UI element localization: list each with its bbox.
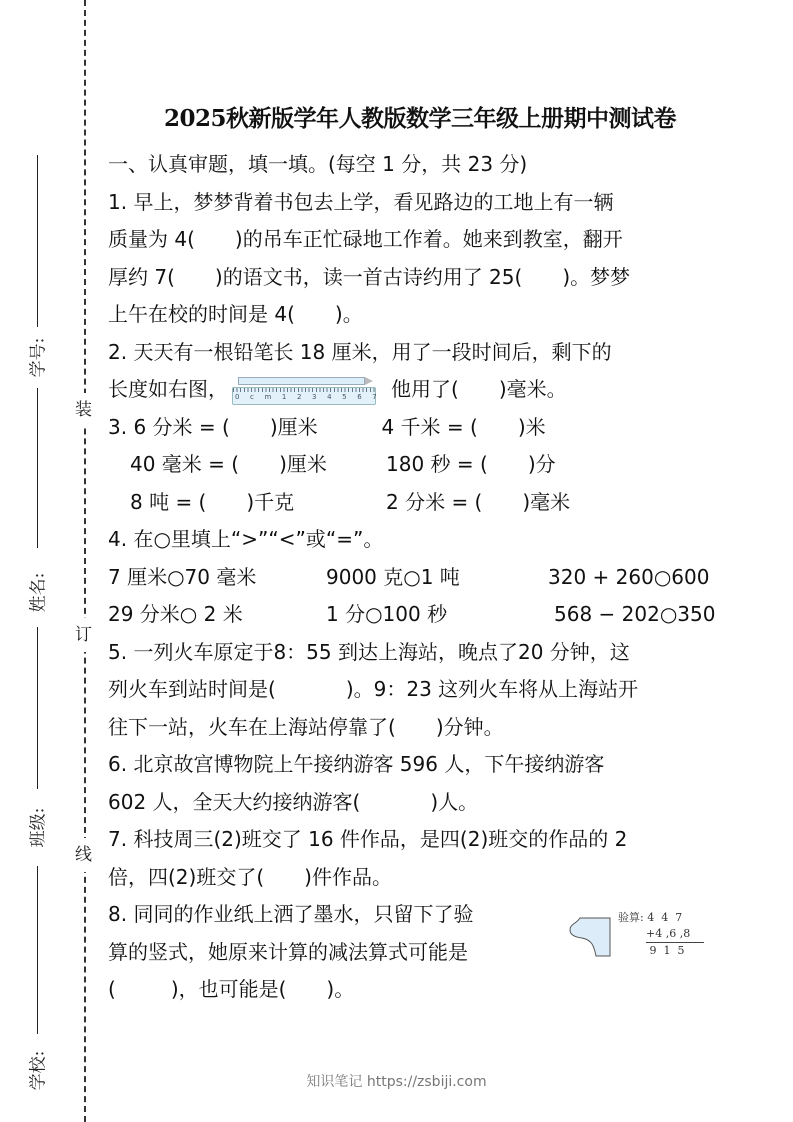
text: 4 千米 = (	[381, 414, 478, 439]
page-title: 2025秋新版学年人教版数学三年级上册期中测试卷	[163, 105, 676, 132]
text: )厘米	[279, 452, 327, 476]
calc-row-3: 9 1 5	[646, 944, 685, 957]
text: 6 分米 = (	[133, 414, 230, 439]
text: )千克	[246, 489, 295, 514]
q7-line-2	[108, 859, 733, 897]
q8-line-2: 算的竖式，她原来计算的减法算式可能是	[108, 939, 468, 964]
text: )。梦梦	[562, 264, 631, 289]
q4-heading: 4. 在○里填上“>”“<”或“=”。	[108, 527, 384, 551]
q1-line-2	[108, 221, 733, 259]
q5-line-1: 5. 一列火车原定于8：55 到达上海站，晚点了20 分钟，这	[108, 639, 630, 664]
text: 40 毫米 = (	[130, 452, 240, 476]
text: )分钟。	[435, 714, 504, 739]
pencil-icon	[238, 377, 365, 385]
text: 他用了(	[391, 377, 459, 401]
q5-line-2	[108, 671, 733, 709]
q3-row-3	[108, 484, 733, 522]
pencil-ruler-figure	[232, 377, 388, 405]
student-id-label: 学号:	[28, 337, 49, 378]
compare-item[interactable]: 320 + 260○600	[548, 564, 710, 589]
q8-line-3	[108, 971, 733, 1009]
calc-row-1: 4 4 7	[643, 911, 683, 924]
text: 长度如右图，	[108, 377, 228, 401]
text: 往下一站，火车在上海站停靠了(	[108, 714, 396, 739]
section-heading: 一、认真审题，填一填。(每空 1 分，共 23 分)	[108, 152, 528, 176]
text: )毫米。	[498, 377, 567, 401]
compare-item[interactable]: 1 分○100 秒	[326, 602, 448, 626]
text: )。	[326, 977, 355, 1001]
compare-item[interactable]: 568 − 202○350	[554, 602, 716, 626]
text: )厘米	[269, 414, 318, 439]
text: )。	[334, 302, 363, 326]
q3-row-2	[108, 446, 733, 484]
ink-blot-icon	[566, 916, 614, 958]
text: 602 人，全天大约接纳游客(	[108, 789, 361, 814]
q8-line-1: 8. 同同的作业纸上洒了墨水，只留下了验	[108, 902, 474, 926]
text: )，也可能是(	[170, 977, 287, 1001]
q1-line-3	[108, 259, 733, 297]
text: )毫米	[522, 489, 571, 514]
q3-row-1	[108, 409, 733, 447]
q7-line-1: 7. 科技周三(2)班交了 16 件作品，是四(2)班交的作品的 2	[108, 827, 628, 851]
ruler-icon	[232, 387, 388, 405]
name-line[interactable]	[37, 388, 38, 548]
vertical-calculation-figure	[566, 910, 726, 970]
text: )分	[527, 452, 556, 476]
text: 2 分米 = (	[386, 489, 483, 514]
binding-dashed-line	[84, 0, 86, 1122]
footer-watermark: 知识笔记 https://zsbiji.com	[306, 1074, 487, 1090]
q6-line-2	[108, 784, 733, 822]
q5-line-3	[108, 709, 733, 747]
q4-row-1	[108, 559, 733, 597]
class-label: 班级:	[28, 807, 49, 848]
q3-number: 3.	[108, 414, 134, 439]
binding-char-xian: 线	[75, 845, 92, 865]
q1-line-4	[108, 296, 733, 334]
text: 列火车到站时间是(	[108, 677, 276, 701]
binding-char-zhuang: 装	[75, 400, 92, 420]
text: )米	[517, 414, 546, 439]
student-id-line[interactable]	[37, 155, 38, 327]
binding-char-ding: 订	[75, 625, 92, 645]
q2-line-1: 2. 天天有一根铅笔长 18 厘米，用了一段时间后，剩下的	[108, 339, 612, 364]
compare-item[interactable]: 7 厘米○70 毫米	[108, 564, 257, 589]
text: )的语文书，读一首古诗约用了 25(	[214, 264, 523, 289]
name-label: 姓名:	[28, 572, 49, 613]
text: 180 秒 = (	[386, 452, 488, 476]
check-calculation	[618, 910, 704, 959]
text: (	[108, 977, 116, 1001]
text: )。9：23 这列火车将从上海站开	[345, 677, 639, 701]
pencil-tip-icon	[365, 377, 373, 385]
text: 厚约 7(	[108, 264, 175, 289]
calc-row-2: +4 ,6 ,8	[646, 927, 691, 940]
exam-content	[108, 146, 733, 1009]
compare-item[interactable]: 9000 克○1 吨	[326, 564, 460, 589]
text: 质量为 4(	[108, 227, 195, 251]
q1-line-1: 1. 早上，梦梦背着书包去上学，看见路边的工地上有一辆	[108, 189, 614, 214]
text: )件作品。	[304, 864, 392, 889]
text: 上午在校的时间是 4(	[108, 302, 295, 326]
q4-row-2	[108, 596, 733, 634]
q6-line-1: 6. 北京故宫博物院上午接纳游客 596 人，下午接纳游客	[108, 752, 605, 776]
compare-item[interactable]: 29 分米○ 2 米	[108, 602, 243, 626]
text: )人。	[430, 789, 479, 814]
school-line[interactable]	[37, 866, 38, 1034]
text: 倍，四(2)班交了(	[108, 864, 265, 889]
text: 8 吨 = (	[130, 489, 207, 514]
class-line[interactable]	[37, 627, 38, 789]
text: )的吊车正忙碌地工作着。她来到教室，翻开	[234, 227, 623, 251]
ruler-labels: 0cm1234567	[235, 392, 388, 401]
q2-line-2	[108, 371, 733, 409]
calc-label: 验算:	[618, 911, 644, 924]
school-label: 学校:	[28, 1050, 49, 1091]
